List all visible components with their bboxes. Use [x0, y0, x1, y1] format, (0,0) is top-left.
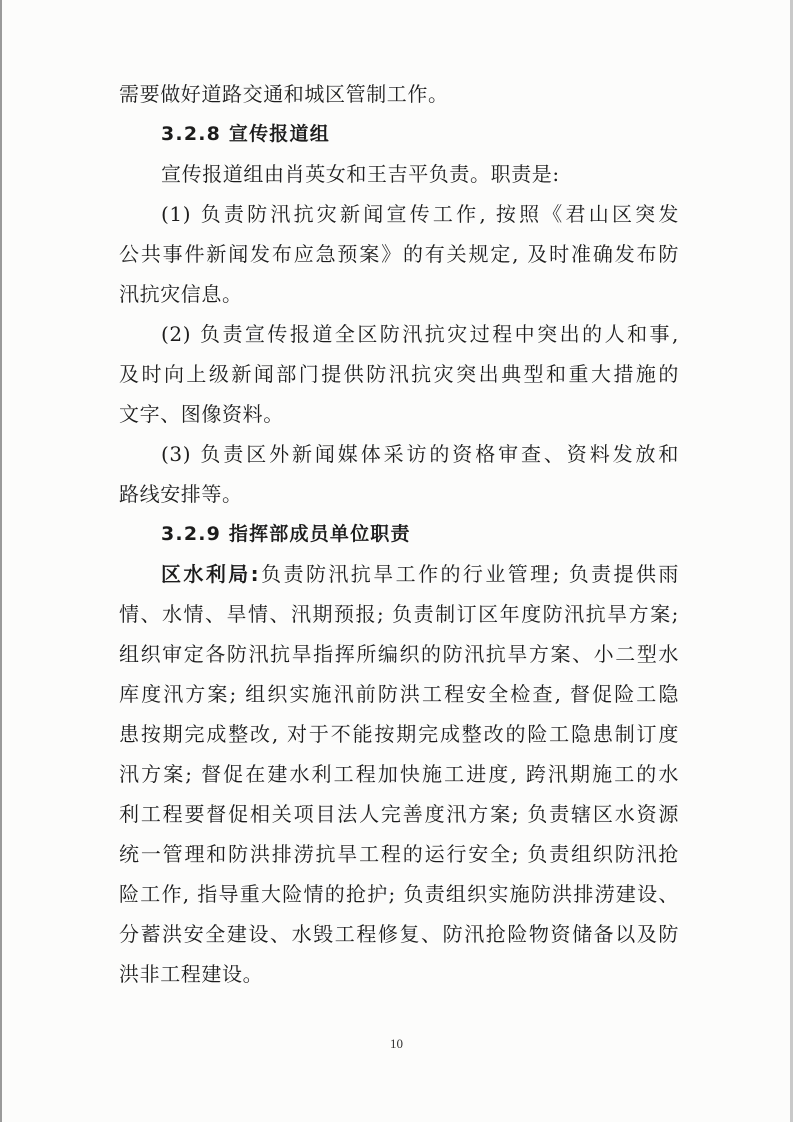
- paragraph-line: 公共事件新闻发布应急预案》的有关规定, 及时准确发布防: [119, 242, 679, 266]
- paragraph-line: 库度汛方案; 组织实施汛前防洪工程安全检查, 督促险工隐: [119, 682, 679, 706]
- paragraph-line: 宣传报道组由肖英女和王吉平负责。职责是:: [161, 162, 560, 186]
- page-number: 10: [390, 1036, 403, 1051]
- paragraph-line: 及时向上级新闻部门提供防汛抗灾突出典型和重大措施的: [119, 362, 679, 386]
- paragraph-line: (3) 负责区外新闻媒体采访的资格审查、资料发放和: [161, 442, 679, 466]
- paragraph-line: 洪非工程建设。: [119, 962, 264, 986]
- section-heading-3-2-9: 3.2.9 指挥部成员单位职责: [161, 523, 411, 545]
- paragraph-line: 险工作, 指导重大险情的抢护; 负责组织实施防洪排涝建设、: [119, 882, 679, 906]
- department-label: 区水利局:: [161, 562, 260, 586]
- paragraph-line: 汛方案; 督促在建水利工程加快施工进度, 跨汛期施工的水: [119, 762, 679, 786]
- paragraph-line: 路线安排等。: [119, 482, 243, 506]
- paragraph-line: 情、水情、旱情、汛期预报; 负责制订区年度防汛抗旱方案;: [119, 602, 679, 626]
- section-heading-3-2-8: 3.2.8 宣传报道组: [161, 123, 330, 145]
- paragraph-line: 患按期完成整改, 对于不能按期完成整改的险工隐患制订度: [119, 722, 679, 746]
- paragraph-line: 统一管理和防洪排涝抗旱工程的运行安全; 负责组织防汛抢: [119, 842, 679, 866]
- paragraph-line: 利工程要督促相关项目法人完善度汛方案; 负责辖区水资源: [119, 802, 679, 826]
- paragraph-line: 汛抗灾信息。: [119, 282, 243, 306]
- document-body: [119, 74, 679, 994]
- paragraph-line: 分蓄洪安全建设、水毁工程修复、防汛抢险物资储备以及防: [119, 922, 679, 946]
- paragraph-line: 文字、图像资料。: [119, 402, 284, 426]
- paragraph-line: (1) 负责防汛抗灾新闻宣传工作, 按照《君山区突发: [161, 202, 679, 226]
- paragraph-line: (2) 负责宣传报道全区防汛抗灾过程中突出的人和事,: [161, 322, 679, 346]
- paragraph-line: 需要做好道路交通和城区管制工作。: [119, 82, 449, 106]
- paragraph-line: 组织审定各防汛抗旱指挥所编织的防汛抗旱方案、小二型水: [119, 642, 679, 666]
- paragraph-text: 负责防汛抗旱工作的行业管理; 负责提供雨: [259, 562, 679, 586]
- paragraph-line: [119, 554, 679, 594]
